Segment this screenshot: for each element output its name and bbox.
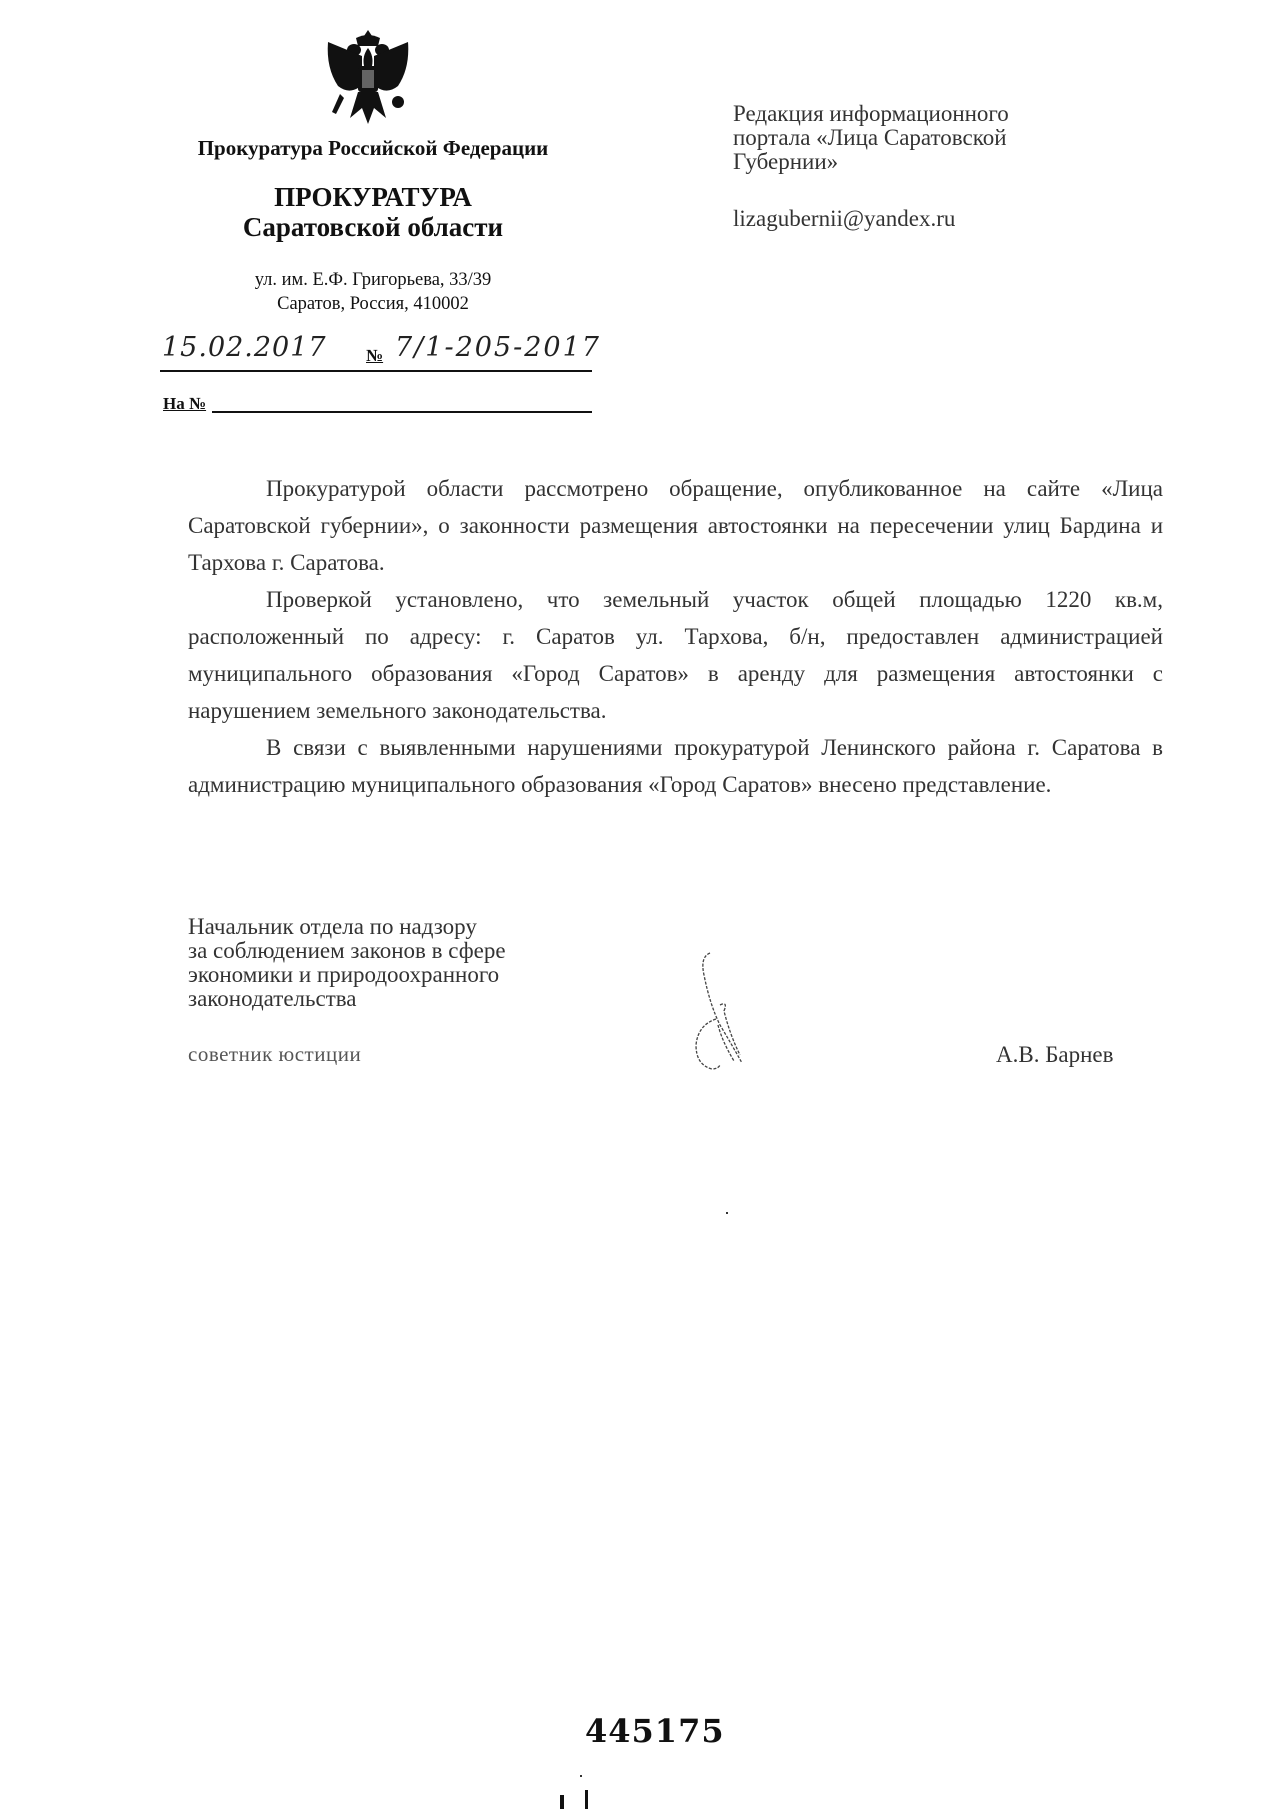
signatory-rank: советник юстиции	[188, 1042, 362, 1066]
reference-underline	[212, 411, 592, 413]
scan-speck	[580, 1775, 582, 1777]
addressee-line2: портала «Лица Саратовской	[733, 125, 1007, 150]
addressee	[733, 102, 1153, 174]
letter-body	[188, 470, 1163, 803]
org-title-line1: ПРОКУРАТУРА	[274, 182, 472, 212]
registration-number: 7/1-205-2017	[395, 332, 601, 363]
addressee-line3: Губернии»	[733, 149, 839, 174]
scan-mark	[560, 1795, 564, 1809]
org-address-line2: Саратов, Россия, 410002	[277, 294, 469, 314]
org-address	[158, 268, 588, 316]
coat-of-arms-icon	[318, 28, 418, 128]
scan-mark	[585, 1790, 588, 1809]
signatory-position	[188, 915, 506, 1011]
body-paragraph: Проверкой установлено, что земельный участок общей площадью 1220 кв.м, расположенный по адресу: г. Саратов ул. Тархова, б/н, предоставлен администрацией муниципального образования «Город Саратов» в аренду для размещения автостоянки с нарушением земельного законодательства.	[188, 587, 1163, 723]
signatory-position-line3: экономики и природоохранного	[188, 962, 500, 987]
document-serial-number: 445175	[585, 1712, 725, 1750]
addressee-email: lizagubernii@yandex.ru	[733, 206, 956, 231]
reference-label: На №	[163, 394, 207, 413]
org-title	[158, 182, 588, 242]
signatory-name: А.В. Барнев	[996, 1042, 1114, 1067]
registration-date: 15.02.2017	[162, 332, 327, 363]
scan-speck	[726, 1212, 728, 1214]
org-address-line1: ул. им. Е.Ф. Григорьева, 33/39	[254, 270, 492, 290]
body-paragraph: В связи с выявленными нарушениями прокуратурой Ленинского района г. Саратова в администрацию муниципального образования «Город Саратов» внесено представление.	[188, 735, 1163, 797]
signatory-position-line2: за соблюдением законов в сфере	[188, 938, 506, 963]
org-title-line2: Саратовской области	[242, 212, 504, 242]
addressee-line1: Редакция информационного	[733, 101, 1009, 126]
org-name: Прокуратура Российской Федерации	[197, 136, 549, 160]
signatory-position-line1: Начальник отдела по надзору	[188, 914, 477, 939]
registration-number-label: №	[366, 346, 384, 365]
handwritten-signature-icon	[690, 945, 770, 1075]
signatory-position-line4: законодательства	[188, 986, 357, 1011]
body-paragraph: Прокуратурой области рассмотрено обращение, опубликованное на сайте «Лица Саратовской губернии», о законности размещения автостоянки на пересечении улиц Бардина и Тархова г. Саратова.	[188, 476, 1163, 575]
